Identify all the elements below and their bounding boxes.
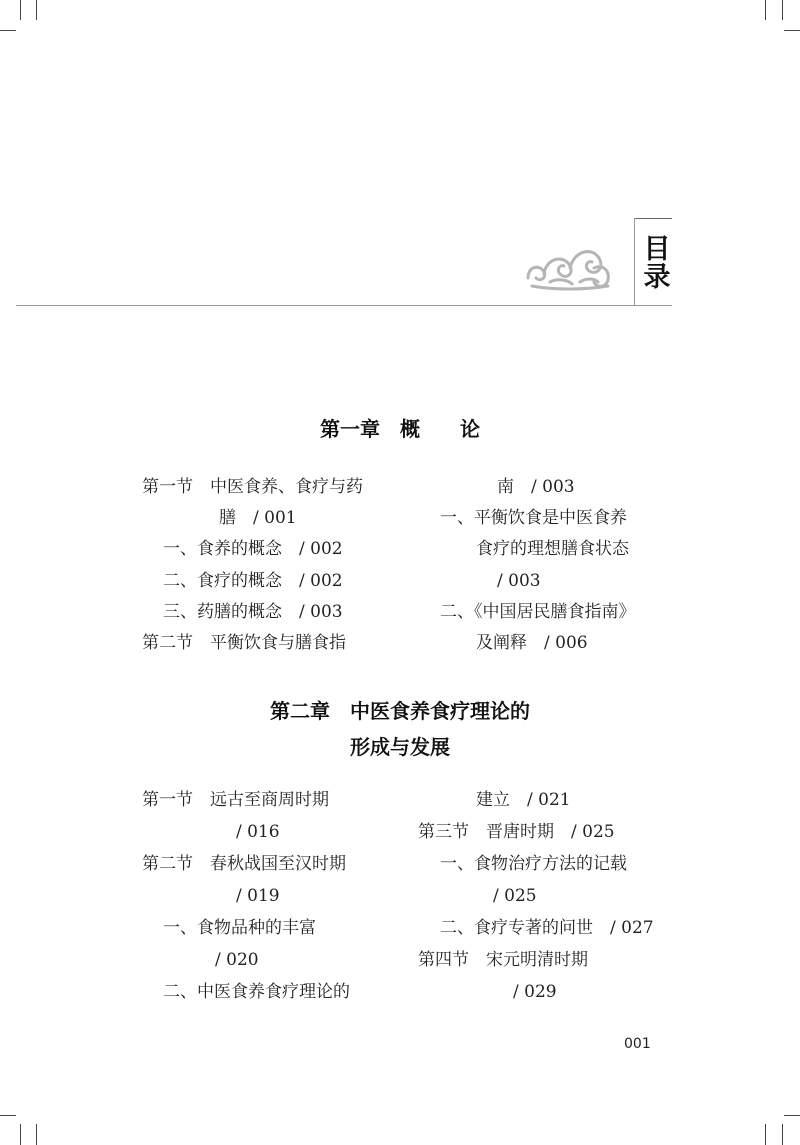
toc-entry[interactable]: 二、《中国居民膳食指南》	[440, 602, 636, 622]
toc-entry[interactable]: 三、药膳的概念 / 003	[163, 602, 343, 622]
toc-entry[interactable]: 膳 / 001	[219, 508, 297, 528]
toc-entry[interactable]: 建立 / 021	[476, 790, 571, 810]
toc-entry[interactable]: 第一节 中医食养、食疗与药	[142, 477, 363, 497]
chapter-title: 第一章 概 论	[320, 417, 480, 441]
toc-entry[interactable]: 南 / 003	[497, 477, 575, 497]
toc-entry[interactable]: 二、食疗专著的问世 / 027	[440, 918, 654, 938]
header-box-top	[634, 218, 672, 219]
toc-entry[interactable]: 一、食物治疗方法的记载	[440, 854, 627, 874]
toc-entry[interactable]: / 019	[236, 886, 280, 906]
toc-entry[interactable]: 第二节 春秋战国至汉时期	[142, 854, 346, 874]
toc-entry[interactable]: / 016	[236, 822, 280, 842]
toc-entry[interactable]: / 025	[493, 886, 537, 906]
toc-entry[interactable]: 一、平衡饮食是中医食养	[440, 508, 627, 528]
toc-entry[interactable]: 第二节 平衡饮食与膳食指	[142, 633, 346, 653]
toc-entry[interactable]: / 003	[497, 571, 541, 591]
page-title: 目	[643, 234, 671, 265]
toc-entry[interactable]: / 020	[215, 950, 259, 970]
toc-entry[interactable]: 一、食养的概念 / 002	[163, 539, 343, 559]
toc-entry[interactable]: 第四节 宋元明清时期	[418, 950, 588, 970]
toc-entry[interactable]: 第三节 晋唐时期 / 025	[418, 822, 615, 842]
toc-entry[interactable]: 二、食疗的概念 / 002	[163, 571, 343, 591]
toc-entry[interactable]: 一、食物品种的丰富	[163, 918, 316, 938]
toc-entry[interactable]: / 029	[513, 982, 557, 1002]
page-number: 001	[624, 1036, 651, 1052]
toc-entry[interactable]: 及阐释 / 006	[476, 633, 588, 653]
toc-entry[interactable]: 食疗的理想膳食状态	[476, 539, 629, 559]
cloud-ornament-icon	[524, 238, 614, 294]
page-title-second: 录	[643, 262, 671, 293]
toc-entry[interactable]: 二、中医食养食疗理论的	[163, 982, 350, 1002]
header-rule	[16, 305, 672, 306]
chapter-title-second-line: 形成与发展	[350, 735, 450, 759]
header-box-left	[634, 218, 635, 305]
toc-entry[interactable]: 第一节 远古至商周时期	[142, 790, 329, 810]
chapter-title: 第二章 中医食养食疗理论的	[270, 699, 530, 723]
